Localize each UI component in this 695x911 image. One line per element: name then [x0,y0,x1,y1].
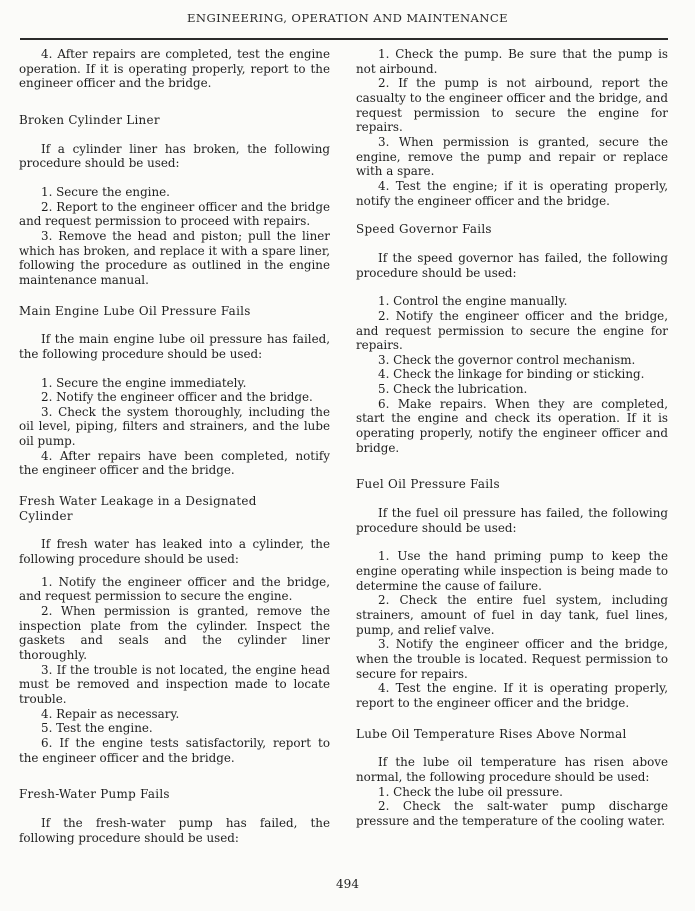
procedure-step: 3. Remove the head and piston; pull the liner which has broken, and replace it with a spare liner, following the procedure as outlined in the engine maintenance manual. [19,228,330,287]
procedure-step: 2. Notify the engineer officer and the bridge. [41,390,313,405]
section-intro: If the fresh-water pump has failed, the following procedure should be used: [19,815,330,845]
procedure-step: 2. Report to the engineer officer and the bridge and request permission to proceed with repairs. [19,199,330,229]
procedure-step: 1. Control the engine manually. [378,294,568,309]
left-column [19,47,330,845]
procedure-step: 4. After repairs have been completed, notify the engineer officer and the bridge. [19,448,330,478]
section-heading-broken-cylinder-liner: Broken Cylinder Liner [19,112,160,127]
section-intro: If the speed governor has failed, the following procedure should be used: [356,250,668,280]
procedure-step: 2. When permission is granted, remove the inspection plate from the cylinder. Inspect the gaskets and seals and the cylinder liner thoroughly. [19,604,330,662]
right-column [356,47,668,829]
section-intro: If the main engine lube oil pressure has failed, the following procedure should be used: [19,332,330,361]
heading-line: Cylinder [19,508,73,523]
section-heading-speed-governor: Speed Governor Fails [356,222,492,237]
procedure-step: 4. Check the linkage for binding or sticking. [378,367,645,382]
procedure-step: 3. When permission is granted, secure the engine, remove the pump and repair or replace with a spare. [356,134,668,179]
procedure-step: 4. Repair as necessary. [41,706,180,721]
section-heading-fuel-oil-pressure: Fuel Oil Pressure Fails [356,477,500,492]
section-heading-lube-oil-pressure: Main Engine Lube Oil Pressure Fails [19,303,251,318]
procedure-step: 1. Notify the engineer officer and the bridge, and request permission to secure the engine. [19,574,330,604]
procedure-step: 6. If the engine tests satisfactorily, report to the engineer officer and the bridge. [19,735,330,765]
heading-line: Fresh Water Leakage in a Designated [19,494,257,509]
continued-step: 4. After repairs are completed, test the engine operation. If it is operating properly, report to the engineer officer and the bridge. [19,47,330,91]
section-heading-fresh-water-leakage [19,494,330,523]
procedure-step: 2. Notify the engineer officer and the bridge, and request permission to secure the engine for repairs. [356,308,668,353]
procedure-step: 5. Test the engine. [41,721,153,736]
section-intro: If the lube oil temperature has risen above normal, the following procedure should be used: [356,755,668,784]
section-heading-lube-oil-temperature: Lube Oil Temperature Rises Above Normal [356,726,627,741]
procedure-step: 1. Use the hand priming pump to keep the engine operating while inspection is being made to determine the cause of failure. [356,549,668,593]
procedure-step: 5. Check the lubrication. [378,382,528,397]
procedure-step: 4. Test the engine. If it is operating properly, report to the engineer officer and the bridge. [356,681,668,710]
procedure-step: 3. If the trouble is not located, the engine head must be removed and inspection made to locate trouble. [19,662,330,706]
procedure-step: 2. Check the entire fuel system, including strainers, amount of fuel in day tank, fuel lines, pump, and relief valve. [356,593,668,637]
procedure-step: 1. Check the pump. Be sure that the pump is not airbound. [356,47,668,76]
procedure-step: 1. Secure the engine. [41,184,170,199]
procedure-step: 1. Secure the engine immediately. [41,375,247,390]
section-intro: If a cylinder liner has broken, the following procedure should be used: [19,141,330,171]
procedure-step: 1. Check the lube oil pressure. [378,784,563,799]
procedure-step: 3. Notify the engineer officer and the bridge, when the trouble is located. Request permission to secure for repairs. [356,637,668,681]
procedure-step: 6. Make repairs. When they are completed, start the engine and check its operation. If it is operating properly, notify the engineer officer and bridge. [356,396,668,455]
running-head: ENGINEERING, OPERATION AND MAINTENANCE [187,11,508,25]
section-heading-fresh-water-pump: Fresh-Water Pump Fails [19,787,170,802]
procedure-step: 2. If the pump is not airbound, report the casualty to the engineer officer and the bridge, and request permission to secure the engine for repairs. [356,76,668,135]
header-rule [20,38,668,40]
section-intro: If the fuel oil pressure has failed, the following procedure should be used: [356,506,668,535]
procedure-step: 3. Check the system thoroughly, including the oil level, piping, filters and strainers, and the lube oil pump. [19,404,330,449]
page-number: 494 [336,877,359,891]
procedure-step: 3. Check the governor control mechanism. [378,352,636,367]
procedure-step: 2. Check the salt-water pump discharge pressure and the temperature of the cooling water. [356,799,668,828]
procedure-step: 4. Test the engine; if it is operating properly, notify the engineer officer and the bridge. [356,178,668,208]
section-intro: If fresh water has leaked into a cylinder, the following procedure should be used: [19,537,330,567]
